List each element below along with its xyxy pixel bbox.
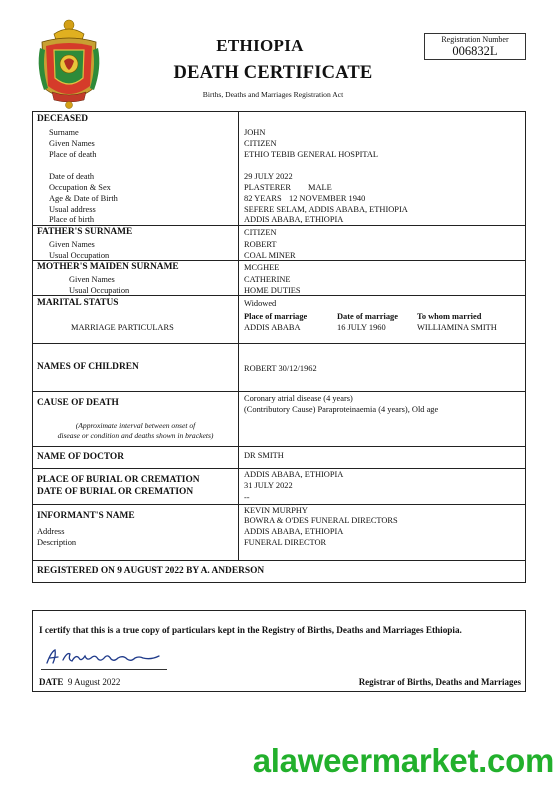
- informant-section: [33, 505, 525, 561]
- burial-place-value: ADDIS ABABA, ETHIOPIA: [244, 470, 344, 479]
- date-value: 9 August 2022: [67, 677, 121, 687]
- registrar-signature: [43, 646, 163, 668]
- date-of-death-value: 29 JULY 2022: [244, 172, 293, 181]
- marital-heading: MARITAL STATUS: [37, 298, 119, 308]
- registration-number-label: Registration Number: [441, 35, 509, 44]
- mother-given-names-value: CATHERINE: [244, 275, 291, 284]
- informant-name-value: KEVIN MURPHY: [244, 506, 308, 515]
- children-section: [33, 344, 525, 392]
- occupation-value: PLASTERER: [244, 183, 291, 192]
- registration-number-box: [424, 33, 526, 60]
- informant-description-value: FUNERAL DIRECTOR: [244, 538, 327, 547]
- document-title: DEATH CERTIFICATE: [173, 63, 373, 83]
- surname-label: Surname: [49, 128, 79, 137]
- place-of-marriage-value: ADDIS ABABA: [244, 323, 301, 332]
- to-whom-married-value: WILLIAMINA SMITH: [417, 323, 497, 332]
- mother-occupation-label: Usual Occupation: [69, 286, 130, 295]
- doctor-value: DR SMITH: [244, 451, 284, 460]
- given-names-label: Given Names: [49, 139, 95, 148]
- doctor-section: [33, 447, 525, 469]
- cause-section: [33, 392, 525, 447]
- certificate-table: [32, 111, 526, 583]
- marriage-particulars-label: MARRIAGE PARTICULARS: [71, 323, 174, 332]
- date-label: DATE: [39, 677, 64, 687]
- marital-status-value: Widowed: [244, 299, 277, 308]
- mother-section: [33, 261, 525, 296]
- burial-date-heading: DATE OF BURIAL OR CREMATION: [37, 487, 194, 497]
- cause-line1: Coronary atrial disease (4 years): [244, 394, 353, 403]
- country-heading: ETHIOPIA: [216, 36, 304, 55]
- deceased-heading: DECEASED: [37, 114, 89, 124]
- burial-place-heading: PLACE OF BURIAL OR CREMATION: [37, 475, 200, 485]
- informant-description-label: Description: [37, 538, 77, 547]
- mother-heading: MOTHER'S MAIDEN SURNAME: [37, 262, 179, 272]
- cause-line2: (Contributory Cause) Paraproteinaemia (4 years), Old age: [244, 405, 439, 414]
- usual-address-label: Usual address: [49, 205, 96, 214]
- mother-occupation-value: HOME DUTIES: [244, 286, 301, 295]
- certification-text: I certify that this is a true copy of particulars kept in the Registry of Births, Deaths and Marriages Ethiopia.: [39, 625, 462, 635]
- registered-section: [33, 561, 525, 583]
- mother-surname-value: MCGHEE: [244, 263, 280, 272]
- father-occupation-label: Usual Occupation: [49, 251, 110, 260]
- sex-value: MALE: [308, 183, 332, 192]
- doctor-heading: NAME OF DOCTOR: [37, 452, 124, 462]
- cause-note-line1: (Approximate interval between onset of: [75, 421, 196, 430]
- registered-text: REGISTERED ON 9 AUGUST 2022 BY A. ANDERSON: [37, 566, 265, 576]
- place-of-death-label: Place of death: [49, 150, 97, 159]
- cause-heading: CAUSE OF DEATH: [37, 398, 119, 408]
- certification-date: [39, 677, 120, 687]
- given-names-value: CITIZEN: [244, 139, 277, 148]
- coat-of-arms-emblem: [36, 18, 102, 110]
- informant-address-label: Address: [37, 527, 65, 536]
- father-heading: FATHER'S SURNAME: [37, 227, 133, 237]
- dob-value: 12 NOVEMBER 1940: [289, 194, 366, 203]
- certification-box: [32, 610, 526, 692]
- father-given-names-value: ROBERT: [244, 240, 277, 249]
- date-of-marriage-header: Date of marriage: [337, 312, 398, 321]
- place-of-death-value: ETHIO TEBIB GENERAL HOSPITAL: [244, 150, 379, 159]
- act-subtitle: Births, Deaths and Marriages Registration Act: [202, 90, 344, 99]
- to-whom-married-header: To whom married: [417, 312, 482, 321]
- watermark-text: alaweermarket.com: [252, 742, 554, 779]
- date-of-marriage-value: 16 JULY 1960: [337, 323, 386, 332]
- burial-extra-value: --: [244, 493, 250, 502]
- place-of-birth-label: Place of birth: [49, 215, 95, 224]
- cause-note-line2: disease or condition and deaths shown in brackets): [57, 431, 214, 440]
- burial-section: [33, 469, 525, 505]
- father-given-names-label: Given Names: [49, 240, 95, 249]
- father-section: [33, 226, 525, 261]
- place-of-marriage-header: Place of marriage: [244, 312, 308, 321]
- registration-number-value: 006832L: [452, 44, 498, 58]
- usual-address-value: SEFERE SELAM, ADDIS ABABA, ETHIOPIA: [244, 205, 408, 214]
- age-dob-label: Age & Date of Birth: [49, 194, 118, 203]
- age-value: 82 YEARS: [244, 194, 282, 203]
- marital-section: [33, 296, 525, 344]
- surname-value: JOHN: [244, 128, 266, 137]
- children-value: ROBERT 30/12/1962: [244, 364, 317, 373]
- informant-address-value: ADDIS ABABA, ETHIOPIA: [244, 527, 344, 536]
- father-occupation-value: COAL MINER: [244, 251, 296, 260]
- place-of-birth-value: ADDIS ABABA, ETHIOPIA: [244, 215, 344, 224]
- registrar-title: Registrar of Births, Deaths and Marriages: [358, 677, 521, 687]
- deceased-section: [33, 112, 525, 226]
- date-of-death-label: Date of death: [49, 172, 95, 181]
- children-heading: NAMES OF CHILDREN: [37, 362, 139, 372]
- signature-line: [41, 669, 167, 670]
- informant-org-value: BOWRA & O'DES FUNERAL DIRECTORS: [244, 516, 398, 525]
- informant-heading: INFORMANT'S NAME: [37, 511, 135, 521]
- occupation-sex-label: Occupation & Sex: [49, 183, 111, 192]
- mother-given-names-label: Given Names: [69, 275, 115, 284]
- burial-date-value: 31 JULY 2022: [244, 481, 293, 490]
- father-surname-value: CITIZEN: [244, 228, 277, 237]
